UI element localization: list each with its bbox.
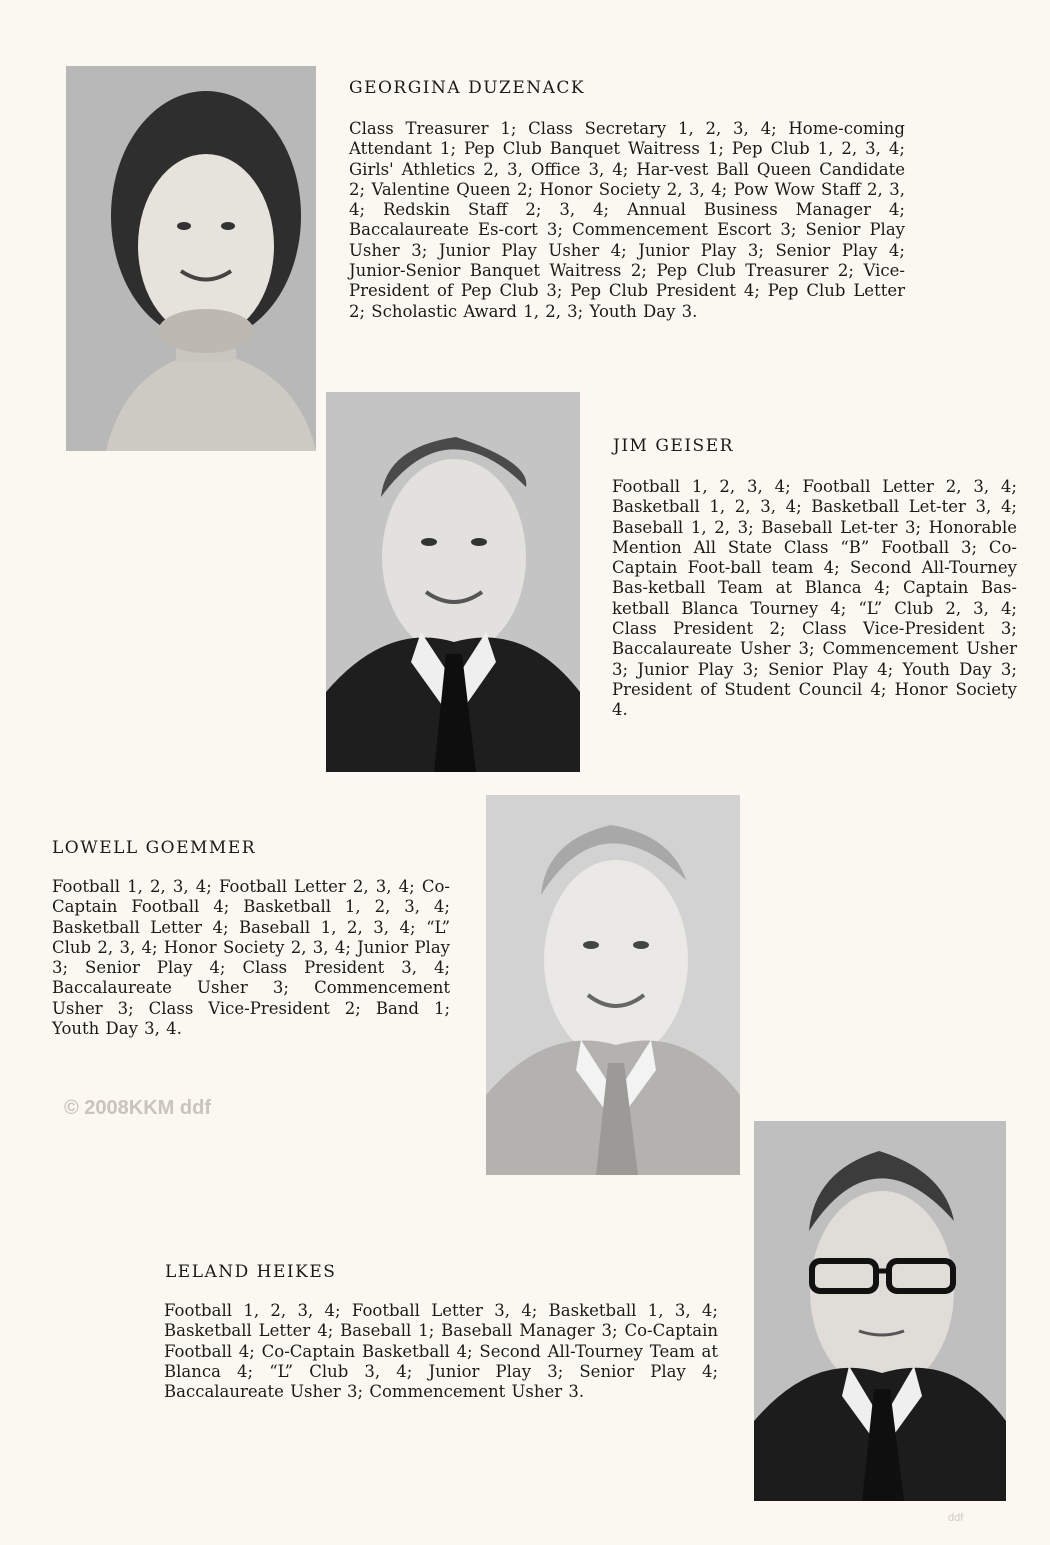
corner-mark: ddf [948,1512,964,1524]
student-name: JIM GEISER [613,436,734,456]
portrait-jim-geiser [326,392,580,772]
portrait-georgina-duzenack [66,66,316,451]
student-activities: Football 1, 2, 3, 4; Football Letter 2, 3, 4; Basketball 1, 2, 3, 4; Basketball Let-ter 3, 4; Baseball 1, 2, 3; Baseball Let-ter 3; Honorable Mention All State Class “B” Football 3; Co-Captain Foot-ball team 4; Second All-Tourney Bas-ketball Team at Blanca 4; Captain Bas-ketball Blanca Tourney 4; “L” Club 2, 3, 4; Class President 2; Class Vice-President 3; Baccalaureate Usher 3; Commencement Usher 3; Junior Play 3; Senior Play 4; Youth Day 3; President of Student Council 4; Honor Society 4. [612,477,1017,720]
portrait-lowell-goemmer [486,795,740,1175]
student-activities: Football 1, 2, 3, 4; Football Letter 3, 4; Basketball 1, 3, 4; Basketball Letter 4; Baseball 1; Baseball Manager 3; Co-Captain Football 4; Co-Captain Basketball 4; Second All-Tourney Team at Blanca 4; “L” Club 3, 4; Junior Play 3; Senior Play 4; Baccalaureate Usher 3; Commencement Usher 3. [164,1301,718,1402]
student-name: LELAND HEIKES [165,1262,337,1282]
portrait-leland-heikes [754,1121,1006,1501]
student-activities: Football 1, 2, 3, 4; Football Letter 2, 3, 4; Co-Captain Football 4; Basketball 1, 2, 3, 4; Basketball Letter 4; Baseball 1, 2, 3, 4; “L” Club 2, 3, 4; Honor Society 2, 3, 4; Junior Play 3; Senior Play 4; Class President 3, 4; Baccalaureate Usher 3; Commencement Usher 3; Class Vice-President 2; Band 1; Youth Day 3, 4. [52,877,450,1039]
student-name: LOWELL GOEMMER [52,838,257,858]
student-name: GEORGINA DUZENACK [349,78,586,98]
student-activities: Class Treasurer 1; Class Secretary 1, 2, 3, 4; Home-coming Attendant 1; Pep Club Banquet Waitress 1; Pep Club 1, 2, 3, 4; Girls' Athletics 2, 3, Office 3, 4; Har-vest Ball Queen Candidate 2; Valentine Queen 2; Honor Society 2, 3, 4; Pow Wow Staff 2, 3, 4; Redskin Staff 2; 3, 4; Annual Business Manager 4; Baccalaureate Es-cort 3; Commencement Escort 3; Senior Play Usher 3; Junior Play Usher 4; Junior Play 3; Senior Play 4; Junior-Senior Banquet Waitress 2; Pep Club Treasurer 2; Vice-President of Pep Club 3; Pep Club President 4; Pep Club Letter 2; Scholastic Award 1, 2, 3; Youth Day 3. [349,119,905,321]
copyright-watermark: © 2008KKM ddf [64,1097,211,1119]
